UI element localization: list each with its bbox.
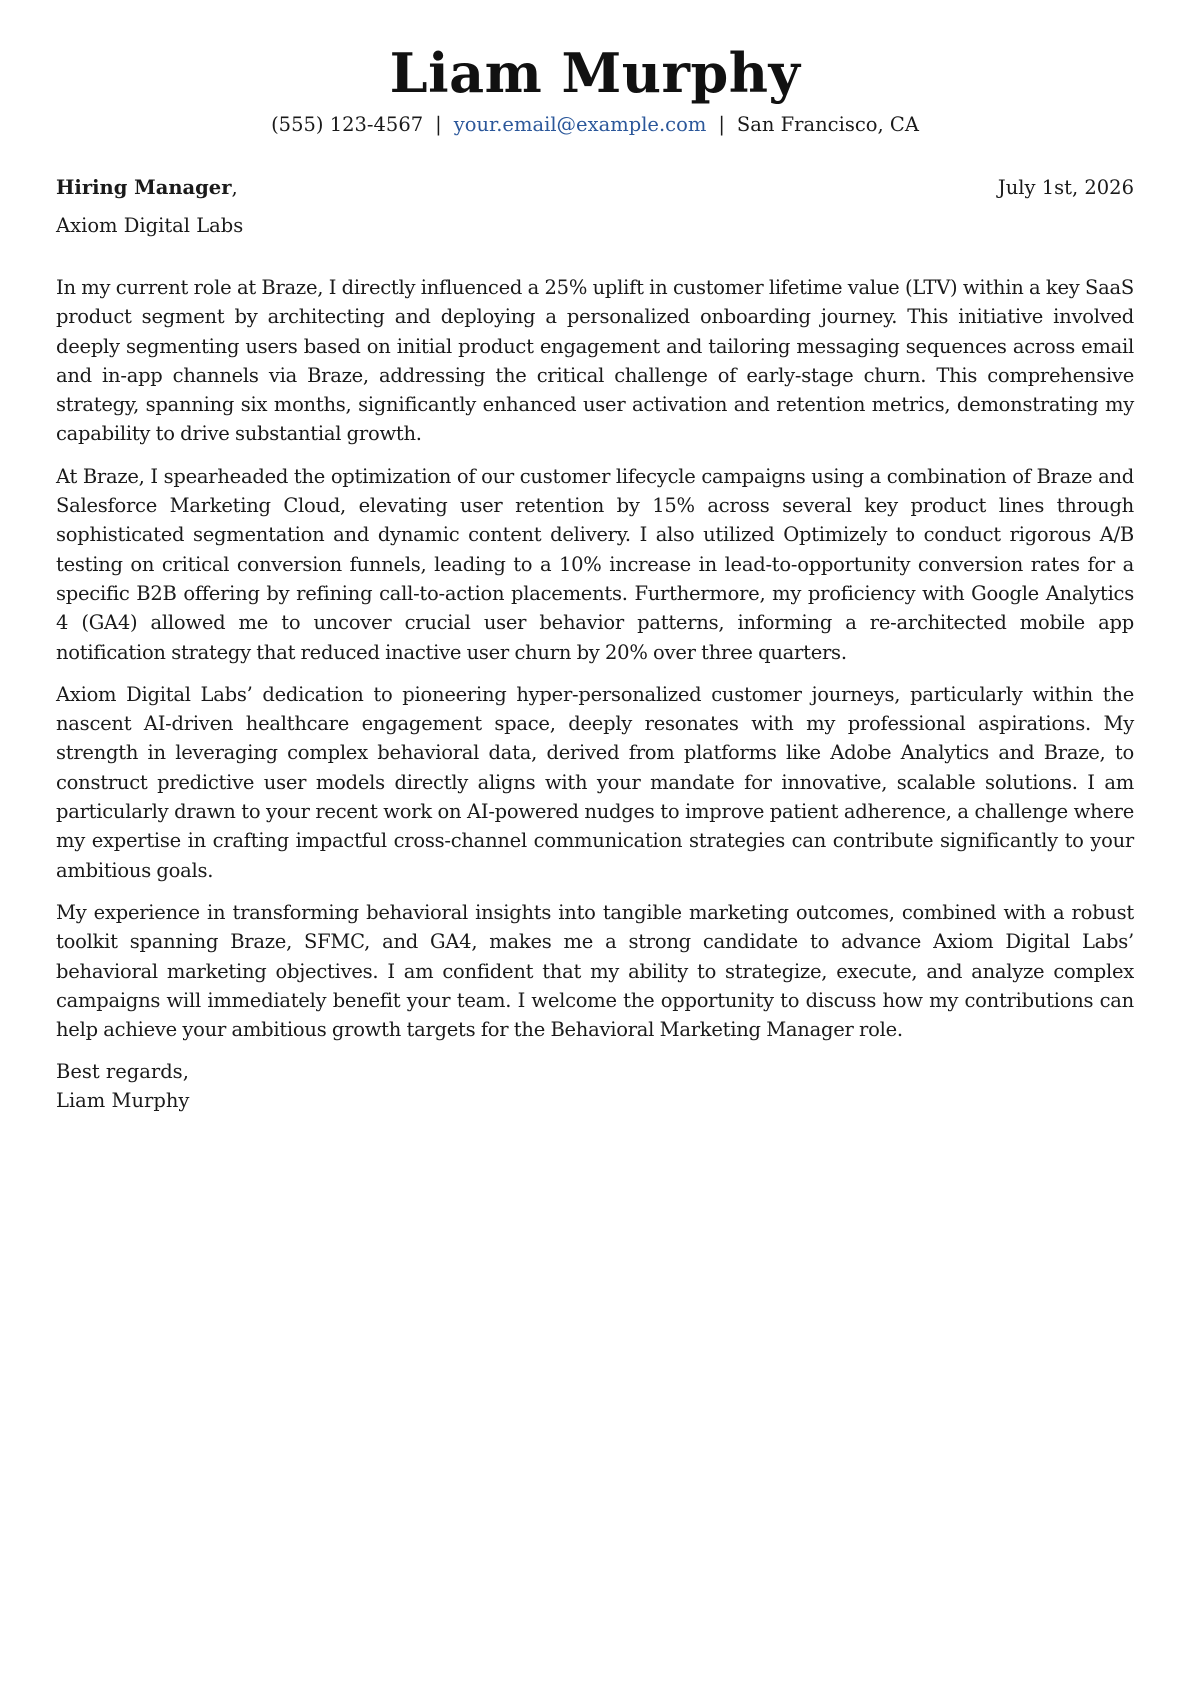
letter-date: July 1st, 2026 xyxy=(997,176,1134,199)
body-paragraph: My experience in transforming behavioral insights into tangible marketing outcomes, combined with a robust toolkit spanning Braze, SFMC, and GA4, makes me a strong candidate to advance Axiom Digital Labs’ behavioral marketing objectives. I am confident that my ability to strategize, execute, and analyze complex campaigns will immediately benefit your team. I welcome the opportunity to discuss how my contributions can help achieve your ambitious growth targets for the Behavioral Marketing Manager role. xyxy=(56,900,1134,1042)
body-paragraph: Axiom Digital Labs’ dedication to pioneering hyper-personalized customer journeys, particularly within the nascent AI-driven healthcare engagement space, deeply resonates with my professional aspirations. My strength in leveraging complex behavioral data, derived from platforms like Adobe Analytics and Braze, to construct predictive user models directly aligns with your mandate for innovative, scalable solutions. I am particularly drawn to your recent work on AI-powered nudges to improve patient adherence, a challenge where my expertise in crafting impactful cross-channel communication strategies can contribute significantly to your ambitious goals. xyxy=(56,682,1134,882)
body-paragraph: At Braze, I spearheaded the optimization of our customer lifecycle campaigns using a combination of Braze and Salesforce Marketing Cloud, elevating user retention by 15% across several key product lines through sophisticated segmentation and dynamic content delivery. I also utilized Optimizely to conduct rigorous A/B testing on critical conversion funnels, leading to a 10% increase in lead-to-opportunity conversion rates for a specific B2B offering by refining call-to-action placements. Furthermore, my proficiency with Google Analytics 4 (GA4) allowed me to uncover crucial user behavior patterns, informing a re-architected mobile app notification strategy that reduced inactive user churn by 20% over three quarters. xyxy=(56,464,1134,664)
applicant-name: Liam Murphy xyxy=(389,41,801,105)
location: San Francisco, CA xyxy=(736,113,919,136)
contact-separator: | xyxy=(718,113,725,136)
phone-number: (555) 123-4567 xyxy=(271,113,424,136)
signature-name: Liam Murphy xyxy=(56,1089,190,1113)
recipient-date-row xyxy=(56,175,1134,201)
email-link[interactable]: your.email@example.com xyxy=(453,113,707,136)
closing-block xyxy=(56,1057,1134,1115)
company-name: Axiom Digital Labs xyxy=(56,214,244,237)
recipient-punctuation: , xyxy=(231,176,238,199)
contact-line xyxy=(56,112,1134,138)
recipient-name: Hiring Manager xyxy=(56,176,232,199)
letter-body xyxy=(56,273,1134,1044)
body-paragraph: In my current role at Braze, I directly influenced a 25% uplift in customer lifetime value (LTV) within a key SaaS product segment by architecting and deploying a personalized onboarding journey. This initiative involved deeply segmenting users based on initial product engagement and tailoring messaging sequences across email and in-app channels via Braze, addressing the critical challenge of early-stage churn. This comprehensive strategy, spanning six months, significantly enhanced user activation and retention metrics, demonstrating my capability to drive substantial growth. xyxy=(56,276,1134,446)
closing-phrase: Best regards, xyxy=(56,1060,189,1084)
contact-separator: | xyxy=(435,113,442,136)
recipient xyxy=(56,175,238,201)
letter-header xyxy=(56,0,1134,138)
